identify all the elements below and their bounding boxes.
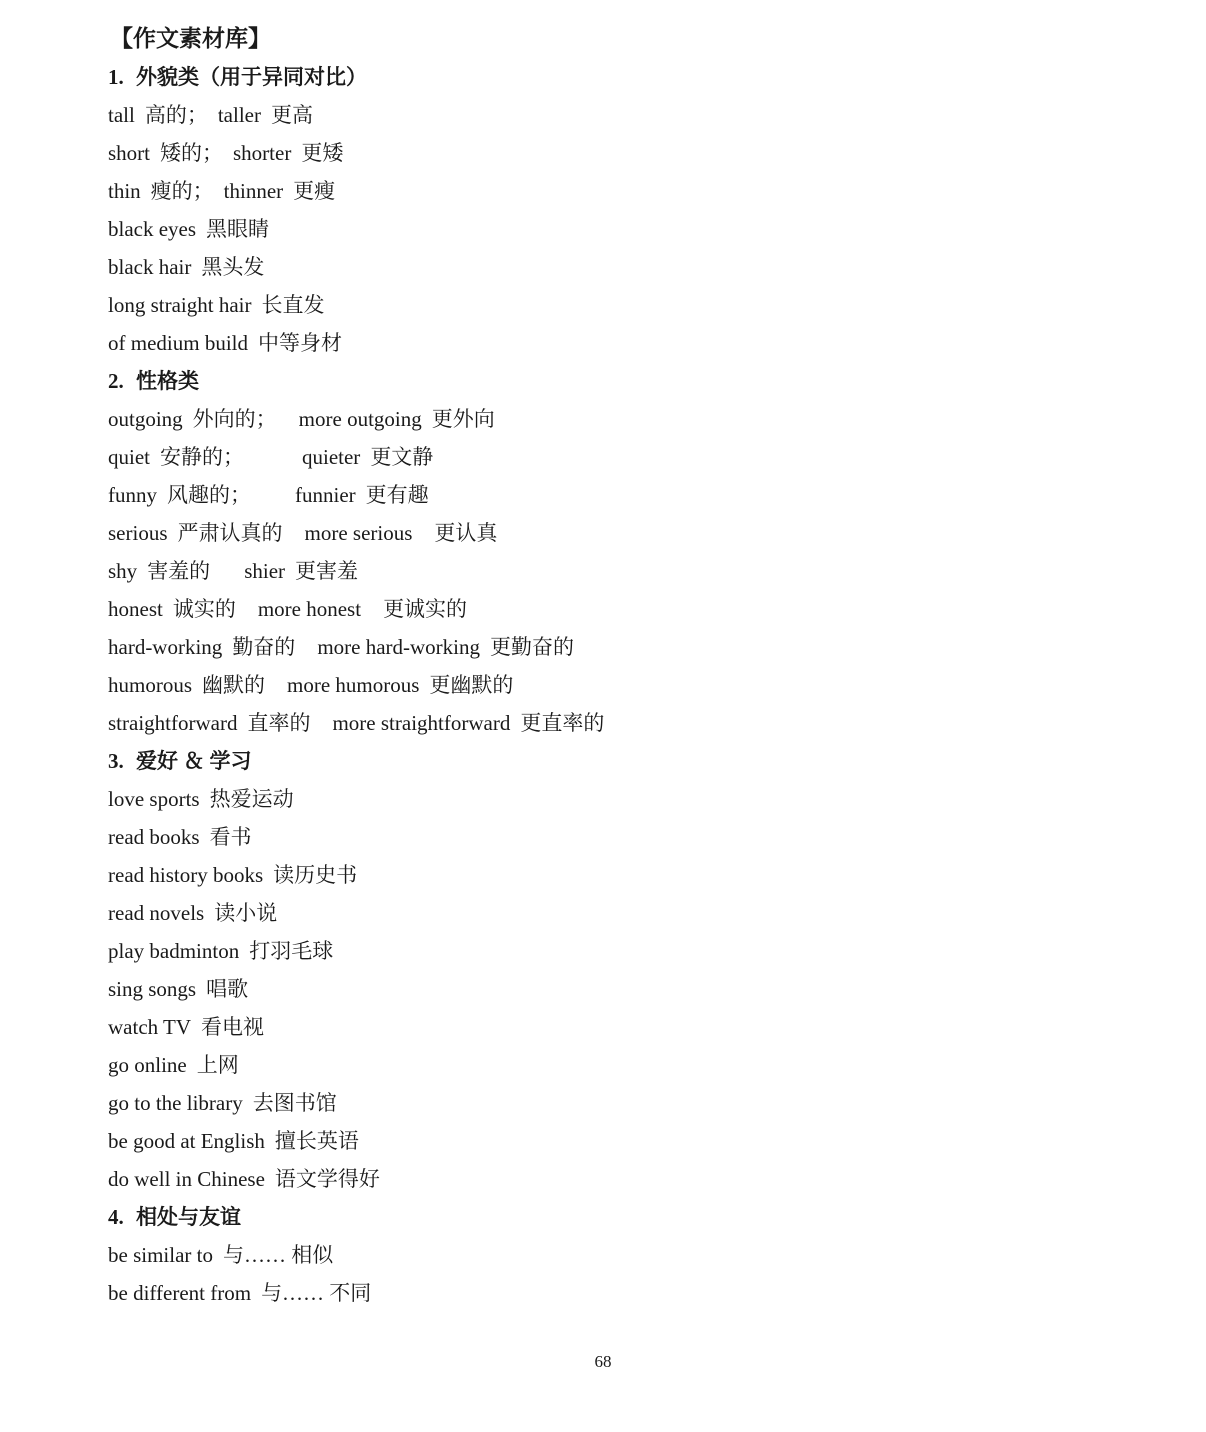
vocab-entry (108, 1274, 1108, 1312)
entry-english: thin (108, 179, 141, 203)
entry-english: go to the library (108, 1091, 243, 1115)
vocab-entry (108, 134, 1108, 172)
entry-chinese-comparative: 更认真 (434, 521, 498, 545)
entry-english: read history books (108, 863, 264, 887)
section-title: 爱好 ＆ 学习 (136, 749, 252, 773)
entry-chinese: 热爱运动 (209, 787, 294, 811)
section-title: 相处与友谊 (136, 1205, 241, 1229)
entry-chinese: 擅长英语 (274, 1129, 359, 1153)
entry-chinese: 打羽毛球 (249, 939, 334, 963)
entry-chinese: 勤奋的 (232, 635, 296, 659)
entry-chinese-comparative: 更勤奋的 (490, 635, 575, 659)
entry-english-comparative: more hard-working (317, 635, 481, 659)
entry-english: straightforward (108, 711, 238, 735)
entry-chinese: 上网 (196, 1053, 239, 1077)
vocab-entry (108, 1122, 1108, 1160)
entry-chinese: 读历史书 (273, 863, 358, 887)
entry-chinese: 看书 (209, 825, 252, 849)
section-title: 性格类 (136, 369, 199, 393)
entry-english: sing songs (108, 977, 197, 1001)
entry-chinese: 严肃认真的 (177, 521, 283, 545)
entry-english: outgoing (108, 407, 183, 431)
vocab-entry (108, 1160, 1108, 1198)
entry-chinese: 看电视 (201, 1015, 265, 1039)
entry-english: read novels (108, 901, 205, 925)
vocab-entry (108, 476, 1108, 514)
vocab-entry (108, 628, 1108, 666)
entry-english: go online (108, 1053, 187, 1077)
section-heading (108, 742, 1108, 780)
entry-chinese-comparative: 更有趣 (365, 483, 429, 507)
entry-chinese: 黑眼睛 (206, 217, 270, 241)
vocab-entry (108, 286, 1108, 324)
section-number: 2. (108, 369, 124, 393)
entry-chinese-comparative: 更文静 (370, 445, 434, 469)
entry-english-comparative: taller (217, 103, 261, 127)
entry-english-comparative: thinner (223, 179, 284, 203)
entry-english: short (108, 141, 150, 165)
entry-chinese: 唱歌 (206, 977, 249, 1001)
section-number: 4. (108, 1205, 124, 1229)
entry-english: watch TV (108, 1015, 192, 1039)
entry-chinese: 诚实的 (172, 597, 236, 621)
content-area (108, 20, 1108, 1312)
vocab-entry (108, 248, 1108, 286)
entry-english: long straight hair (108, 293, 252, 317)
entry-chinese: 与…… 不同 (261, 1281, 372, 1305)
entry-english-comparative: more honest (257, 597, 362, 621)
entry-chinese: 高的； (144, 103, 208, 127)
entry-chinese: 安静的； (160, 445, 244, 469)
entry-english-comparative: more outgoing (298, 407, 422, 431)
entry-english-comparative: more straightforward (332, 711, 511, 735)
vocab-entry (108, 704, 1108, 742)
vocab-entry (108, 1236, 1108, 1274)
entry-english: play badminton (108, 939, 240, 963)
entry-chinese-comparative: 更幽默的 (429, 673, 514, 697)
vocab-entry (108, 438, 1108, 476)
section-heading (108, 362, 1108, 400)
entry-english: honest (108, 597, 163, 621)
entry-chinese: 矮的； (160, 141, 223, 165)
vocab-entry (108, 856, 1108, 894)
entry-english: be different from (108, 1281, 252, 1305)
vocab-entry (108, 400, 1108, 438)
entry-english-comparative: shorter (233, 141, 292, 165)
entry-english: be good at English (108, 1129, 265, 1153)
vocab-entry (108, 552, 1108, 590)
entry-english-comparative: funnier (295, 483, 356, 507)
entry-chinese: 外向的； (192, 407, 277, 431)
vocab-entry (108, 894, 1108, 932)
entry-chinese-comparative: 更矮 (301, 141, 344, 165)
vocab-entry (108, 780, 1108, 818)
entry-english: serious (108, 521, 168, 545)
entry-chinese-comparative: 更害羞 (295, 559, 359, 583)
section-relationships (108, 1198, 1108, 1312)
entry-english-comparative: more serious (304, 521, 413, 545)
page-title: 【作文素材库】 (110, 26, 271, 51)
entry-chinese: 去图书馆 (252, 1091, 337, 1115)
vocab-entry (108, 1008, 1108, 1046)
section-number: 3. (108, 749, 124, 773)
section-number: 1. (108, 65, 124, 89)
vocab-entry (108, 514, 1108, 552)
entry-english: do well in Chinese (108, 1167, 265, 1191)
vocab-entry (108, 96, 1108, 134)
entry-english: read books (108, 825, 200, 849)
vocab-entry (108, 1046, 1108, 1084)
entry-chinese: 幽默的 (202, 673, 265, 697)
entry-chinese-comparative: 更外向 (431, 407, 495, 431)
entry-chinese-comparative: 更瘦 (293, 179, 336, 203)
section-title: 外貌类（用于异同对比） (136, 65, 367, 89)
entry-chinese: 黑头发 (201, 255, 265, 279)
entry-chinese: 中等身材 (258, 331, 342, 355)
entry-chinese: 长直发 (261, 293, 325, 317)
section-heading (108, 58, 1108, 96)
entry-english: tall (108, 103, 135, 127)
vocab-entry (108, 1084, 1108, 1122)
entry-chinese: 害羞的 (147, 559, 211, 583)
entry-english: of medium build (108, 331, 248, 355)
entry-english-comparative: quieter (302, 445, 361, 469)
vocab-entry (108, 970, 1108, 1008)
vocab-entry (108, 932, 1108, 970)
section-personality (108, 362, 1108, 742)
vocab-entry (108, 324, 1108, 362)
vocab-entry (108, 172, 1108, 210)
vocab-entry (108, 210, 1108, 248)
entry-english-comparative: more humorous (287, 673, 420, 697)
entry-chinese: 直率的 (247, 711, 311, 735)
vocab-entry (108, 590, 1108, 628)
entry-chinese-comparative: 更诚实的 (383, 597, 468, 621)
entry-english: love sports (108, 787, 200, 811)
entry-chinese: 语文学得好 (274, 1167, 380, 1191)
entry-english: black eyes (108, 217, 197, 241)
entry-chinese-comparative: 更直率的 (520, 711, 605, 735)
section-hobbies-study (108, 742, 1108, 1198)
entry-chinese: 读小说 (214, 901, 278, 925)
entry-chinese-comparative: 更高 (270, 103, 313, 127)
entry-english: black hair (108, 255, 192, 279)
entry-english: be similar to (108, 1243, 213, 1267)
entry-english: hard-working (108, 635, 223, 659)
entry-english-comparative: shier (244, 559, 286, 583)
entry-chinese: 与…… 相似 (222, 1243, 334, 1267)
section-appearance (108, 58, 1108, 362)
entry-english: humorous (108, 673, 192, 697)
entry-english: shy (108, 559, 138, 583)
section-heading (108, 1198, 1108, 1236)
vocab-entry (108, 666, 1108, 704)
entry-english: quiet (108, 445, 150, 469)
entry-chinese: 风趣的； (167, 483, 251, 507)
vocab-entry (108, 818, 1108, 856)
entry-chinese: 瘦的； (150, 179, 214, 203)
page-number: 68 (594, 1352, 612, 1371)
entry-english: funny (108, 483, 157, 507)
